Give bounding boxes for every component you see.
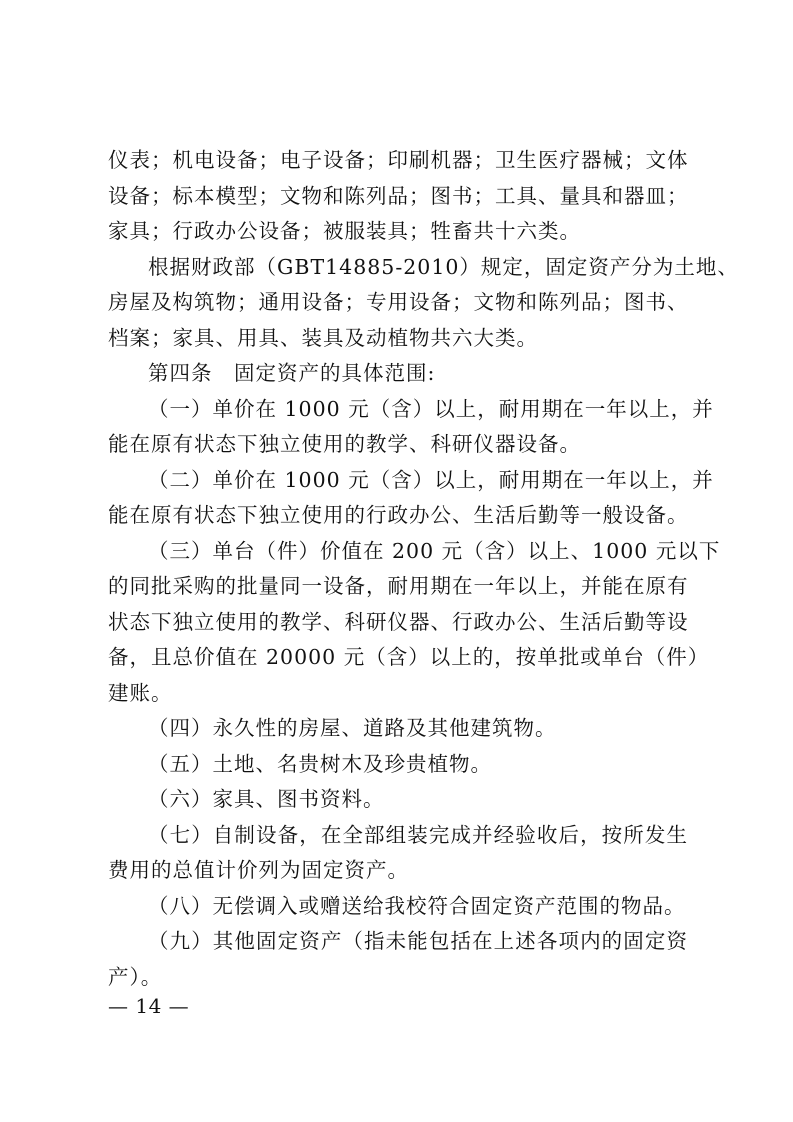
text-line: 备，且总价值在 20000 元（含）以上的，按单批或单台（件） [108, 645, 710, 669]
text-line: 费用的总值计价列为固定资产。 [108, 858, 409, 882]
text-line: 档案；家具、用具、装具及动植物共六大类。 [108, 326, 538, 350]
text-line: 家具；行政办公设备；被服装具；牲畜共十六类。 [108, 219, 581, 243]
text-line: 能在原有状态下独立使用的教学、科研仪器设备。 [108, 432, 581, 456]
text-line: 状态下独立使用的教学、科研仪器、行政办公、生活后勤等设 [108, 610, 689, 634]
page-number: — 14 — [108, 994, 190, 1018]
text-line: 仪表；机电设备；电子设备；印刷机器；卫生医疗器械；文体 [108, 148, 689, 172]
text-line: 房屋及构筑物；通用设备；专用设备；文物和陈列品；图书、 [108, 290, 689, 314]
text-line: （八）无偿调入或赠送给我校符合固定资产范围的物品。 [148, 894, 686, 918]
text-line: 产）。 [108, 965, 163, 989]
article-heading: 第四条 固定资产的具体范围: [148, 361, 436, 385]
text-line: 能在原有状态下独立使用的行政办公、生活后勤等一般设备。 [108, 503, 689, 527]
text-line: 建账。 [108, 681, 173, 705]
text-line: （五）土地、名贵树木及珍贵植物。 [148, 752, 492, 776]
text-line: （六）家具、图书资料。 [148, 787, 385, 811]
text-line: （九）其他固定资产（指未能包括在上述各项内的固定资 [148, 929, 688, 953]
text-line: 的同批采购的批量同一设备，耐用期在一年以上，并能在原有 [108, 574, 689, 598]
text-line: 设备；标本模型；文物和陈列品；图书；工具、量具和器皿； [108, 184, 689, 208]
text-line: （二）单价在 1000 元（含）以上，耐用期在一年以上，并 [148, 468, 714, 492]
text-line: （一）单价在 1000 元（含）以上，耐用期在一年以上，并 [148, 397, 714, 421]
text-line: 根据财政部（GBT14885-2010）规定，固定资产分为土地、 [148, 255, 739, 279]
text-line: （七）自制设备，在全部组装完成并经验收后，按所发生 [148, 823, 688, 847]
text-line: （四）永久性的房屋、道路及其他建筑物。 [148, 716, 557, 740]
text-line: （三）单台（件）价值在 200 元（含）以上、1000 元以下 [148, 539, 721, 563]
